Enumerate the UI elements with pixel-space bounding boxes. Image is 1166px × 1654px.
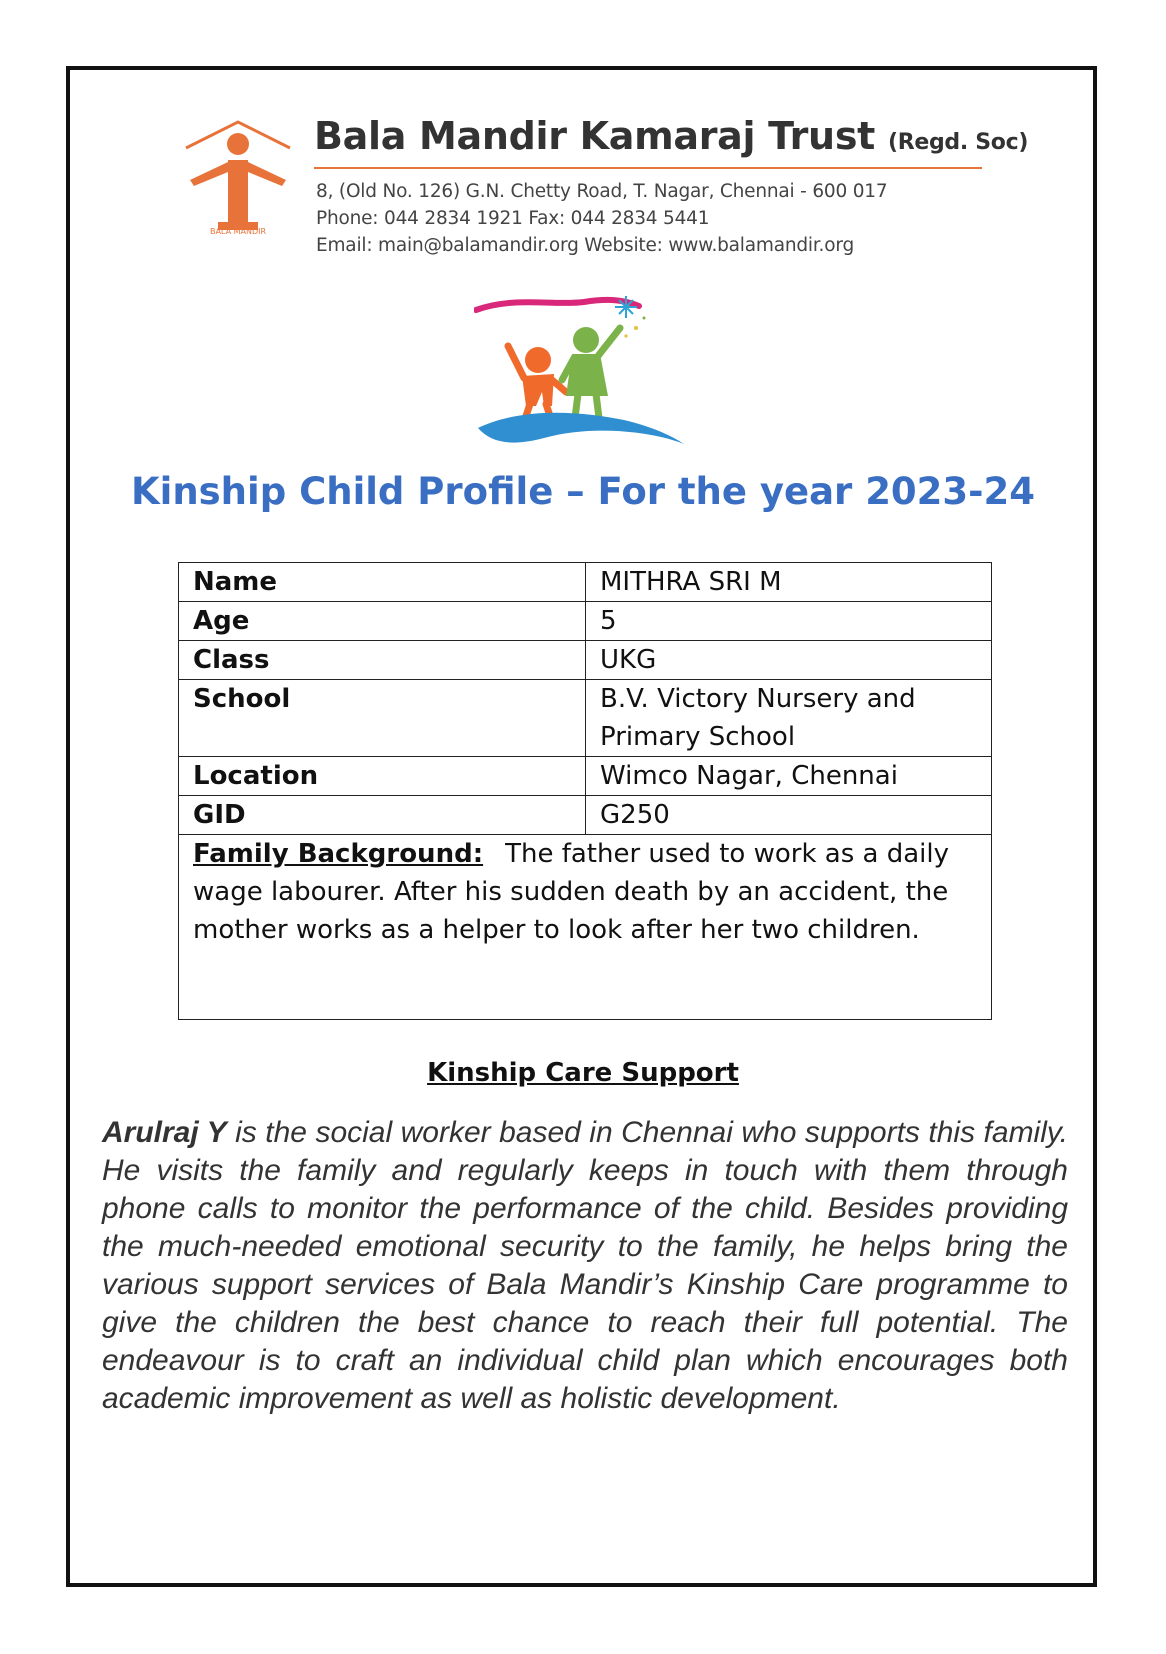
- org-email-website: Email: main@balamandir.org Website: www.balamandir.org: [316, 235, 854, 256]
- row-label-school: School: [179, 680, 586, 757]
- row-label-gid: GID: [179, 796, 586, 835]
- row-value-name: MITHRA SRI M: [586, 563, 992, 602]
- child-profile-table: [178, 562, 992, 1020]
- row-value-age: 5: [586, 602, 992, 641]
- table-row: [179, 680, 992, 757]
- table-row: [179, 641, 992, 680]
- row-label-age: Age: [179, 602, 586, 641]
- org-phone-fax: Phone: 044 2834 1921 Fax: 044 2834 5441: [316, 208, 710, 229]
- row-value-gid: G250: [586, 796, 992, 835]
- row-value-school: B.V. Victory Nursery and Primary School: [586, 680, 992, 757]
- row-value-location: Wimco Nagar, Chennai: [586, 757, 992, 796]
- family-background-text: The father used to work as a daily wage labourer. After his sudden death by an accident, the mother works as a helper to look after her two children.: [193, 839, 949, 945]
- kinship-children-illustration: [474, 288, 694, 454]
- table-row: [179, 796, 992, 835]
- row-label-name: Name: [179, 563, 586, 602]
- logo-text: BALA MANDIR: [209, 227, 267, 236]
- social-worker-name: Arulraj Y: [102, 1116, 227, 1149]
- table-row: [179, 757, 992, 796]
- letterhead-divider: [314, 167, 982, 169]
- org-name-text: Bala Mandir Kamaraj Trust: [314, 114, 875, 158]
- page-title: Kinship Child Profile – For the year 2023-24: [130, 470, 1036, 513]
- row-label-class: Class: [179, 641, 586, 680]
- org-name: [314, 114, 1028, 158]
- table-row: [179, 563, 992, 602]
- family-background-label: Family Background:: [193, 839, 484, 869]
- row-label-location: Location: [179, 757, 586, 796]
- support-description: is the social worker based in Chennai who supports this family. He visits the family and regularly keeps in touch with them through phone calls to monitor the performance of the child. Besides providing the much-needed emotional security to the family, he helps bring the various support services of Bala Mandir’s Kinship Care programme to give the children the best chance to reach their full potential. The endeavour is to craft an individual child plan which encourages both academic improvement as well as holistic development.: [102, 1116, 1068, 1415]
- family-background-cell: [179, 835, 992, 1020]
- bala-mandir-logo: [182, 118, 294, 258]
- row-value-class: UKG: [586, 641, 992, 680]
- kinship-care-support-paragraph: [102, 1114, 1068, 1418]
- org-address: 8, (Old No. 126) G.N. Chetty Road, T. Nagar, Chennai - 600 017: [316, 181, 888, 202]
- table-row: [179, 835, 992, 1020]
- org-registration: (Regd. Soc): [887, 130, 1029, 155]
- kinship-care-support-heading: Kinship Care Support: [427, 1058, 739, 1088]
- table-row: [179, 602, 992, 641]
